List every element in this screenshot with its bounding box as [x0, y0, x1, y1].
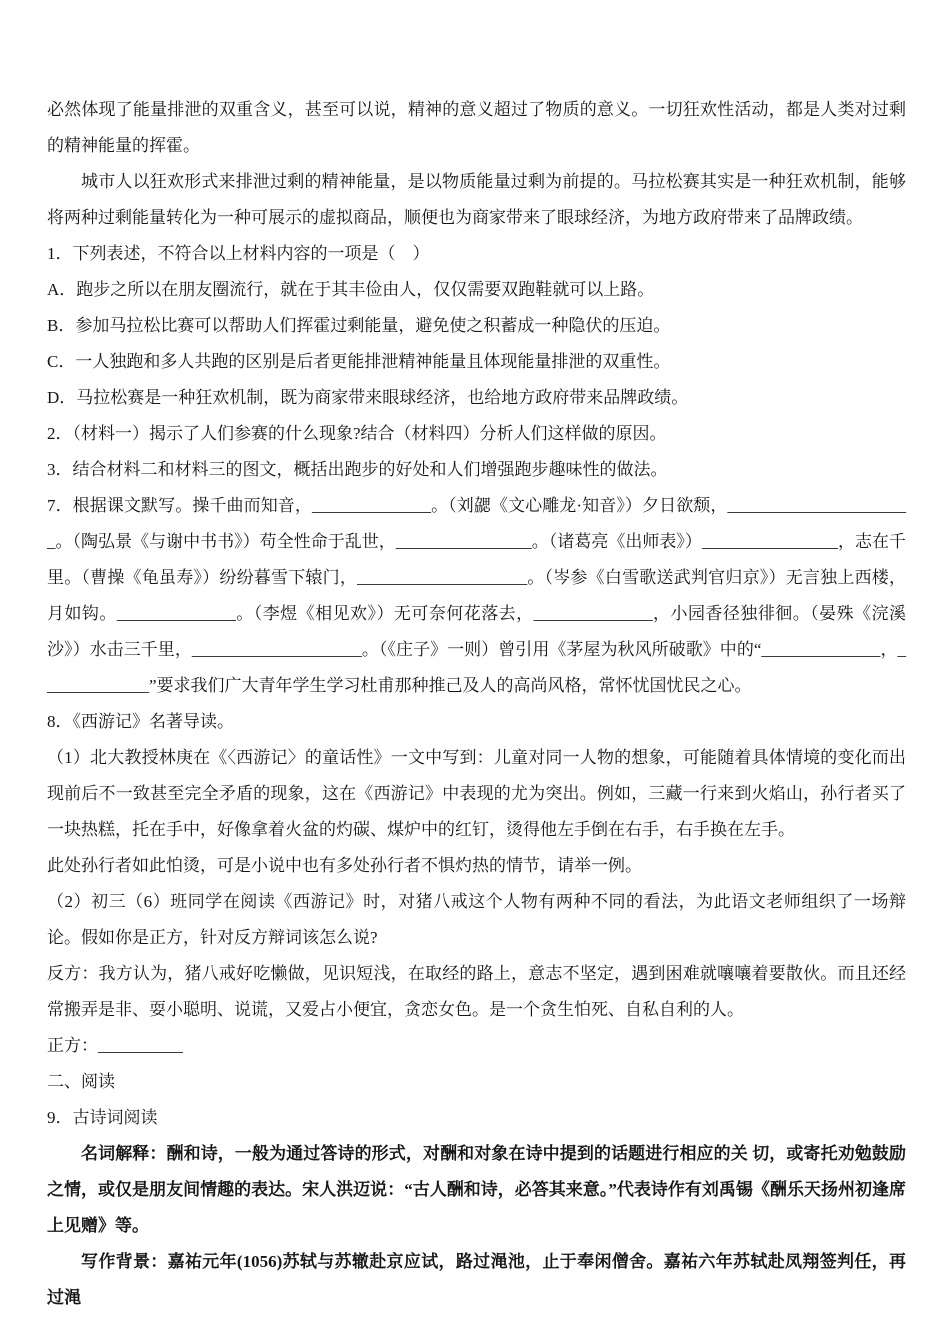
body-paragraph-energy-continuation: 必然体现了能量排泄的双重含义，甚至可以说，精神的意义超过了物质的意义。一切狂欢性活动，都是人类对过剩的精神能量的挥霍。	[47, 100, 906, 155]
question-8-part1-prompt: 此处孙行者如此怕烫，可是小说中也有多处孙行者不惧灼热的情节，请举一例。	[47, 856, 642, 875]
writing-background: 写作背景：嘉祐元年(1056)苏轼与苏辙赴京应试，路过渑池，止于奉闲僧舍。嘉祐六年苏轼赴凤翔签判任，再过渑	[47, 1252, 906, 1307]
question-9-title: 9．古诗词阅读	[47, 1108, 158, 1127]
section-2-reading: 二、阅读	[47, 1072, 115, 1091]
debate-pro-side-blank: 正方：__________	[47, 1036, 183, 1055]
question-3: 3．结合材料二和材料三的图文，概括出跑步的好处和人们增强跑步趣味性的做法。	[47, 460, 668, 479]
document-content	[47, 92, 906, 1316]
question-8-title: 8．《西游记》名著导读。	[47, 712, 234, 731]
question-1: 1．下列表述，不符合以上材料内容的一项是（ ）	[47, 244, 430, 263]
debate-con-side: 反方：我方认为，猪八戒好吃懒做，见识短浅，在取经的路上，意志不坚定，遇到困难就嚷嚷着要散伙。而且还经常搬弄是非、耍小聪明、说谎，又爱占小便宜，贪恋女色。是一个贪生怕死、自私自利的人。	[47, 964, 906, 1019]
question-8-part2: （2）初三（6）班同学在阅读《西游记》时，对猪八戒这个人物有两种不同的看法，为此语文老师组织了一场辩论。假如你是正方，针对反方辩词该怎么说?	[47, 892, 906, 947]
option-d: D．马拉松赛是一种狂欢机制，既为商家带来眼球经济，也给地方政府带来品牌政绩。	[47, 388, 689, 407]
option-b: B．参加马拉松比赛可以帮助人们挥霍过剩能量，避免使之积蓄成一种隐伏的压迫。	[47, 316, 671, 335]
term-explanation: 名词解释：酬和诗，一般为通过答诗的形式，对酬和对象在诗中提到的话题进行相应的关 切，或寄托劝勉鼓励之情，或仅是朋友间情趣的表达。宋人洪迈说：“古人酬和诗，必答其来意。”代表诗作有刘禹锡《酬乐天扬州初逢席上见赠》等。	[47, 1144, 906, 1235]
option-a: A．跑步之所以在朋友圈流行，就在于其丰俭由人，仅仅需要双跑鞋就可以上路。	[47, 280, 655, 299]
body-paragraph-marathon: 城市人以狂欢形式来排泄过剩的精神能量，是以物质能量过剩为前提的。马拉松赛其实是一种狂欢机制，能够将两种过剩能量转化为一种可展示的虚拟商品，顺便也为商家带来了眼球经济，为地方政府带来了品牌政绩。	[47, 172, 906, 227]
question-8-part1: （1）北大教授林庚在《〈西游记〉的童话性》一文中写到：儿童对同一人物的想象，可能随着具体情境的变化而出现前后不一致甚至完全矛盾的现象，这在《西游记》中表现的尤为突出。例如，三藏一行来到火焰山，孙行者买了一块热糕，托在手中，好像拿着火盆的灼碳、煤炉中的红钉，烫得他左手倒在右手，右手换在左手。	[47, 748, 906, 839]
option-c: C．一人独跑和多人共跑的区别是后者更能排泄精神能量且体现能量排泄的双重性。	[47, 352, 671, 371]
question-2: 2．（材料一）揭示了人们参赛的什么现象?结合（材料四）分析人们这样做的原因。	[47, 424, 667, 443]
question-7-dictation: 7．根据课文默写。操千曲而知音，______________。（刘勰《文心雕龙·知音》）夕日欲颓，______________________。（陶弘景《与谢中书书》）苟全性命于乱世，________________。（诸葛亮《出师表》）________________，志在千里。（曹操《龟虽寿》）纷纷暮雪下辕门，____________________。（岑参《白雪歌送武判官归京》）无言独上西楼，月如钩。______________。（李煜《相见欢》）无可奈何花落去，______________，小园香径独徘徊。（晏殊《浣溪沙》）水击三千里，____________________。（《庄子》一则）曾引用《茅屋为秋风所破歌》中的“______________，_____________”要求我们广大青年学生学习杜甫那种推己及人的高尚风格，常怀忧国忧民之心。	[47, 496, 906, 695]
